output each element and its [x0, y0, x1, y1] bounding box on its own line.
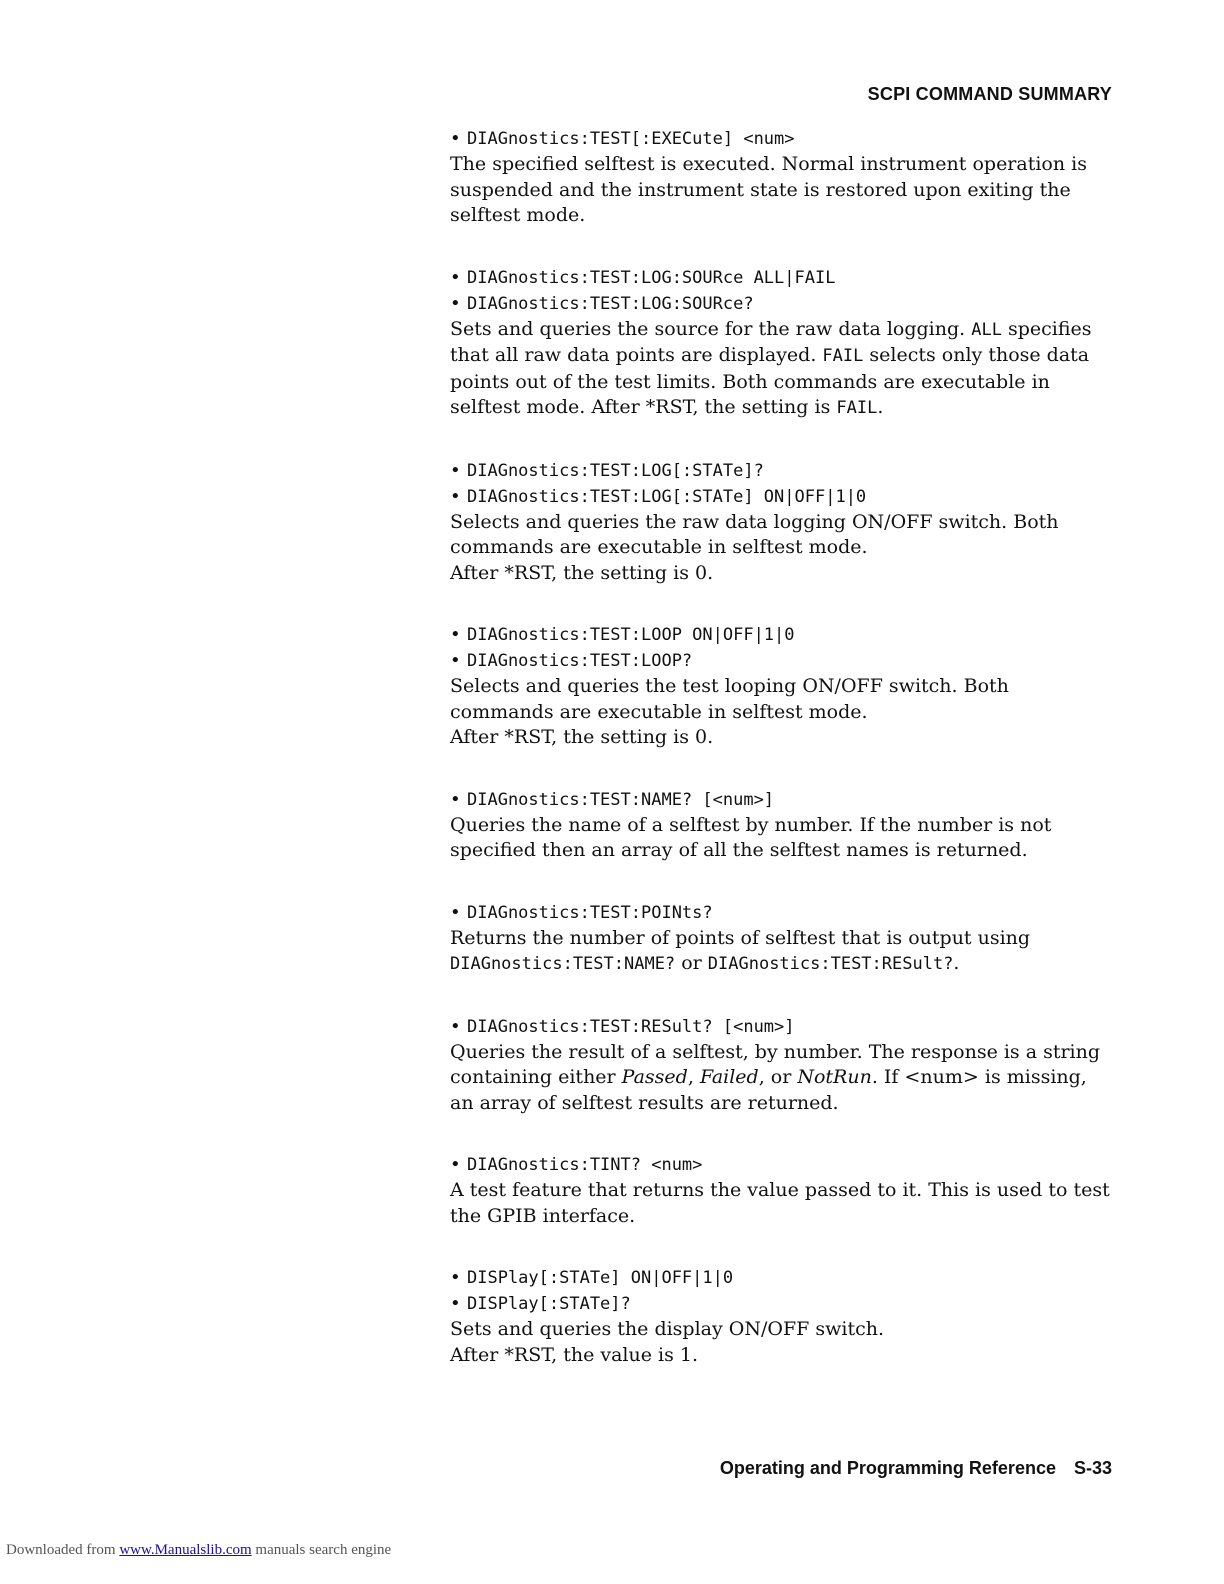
command-line: • DIAGnostics:TEST:LOOP? — [450, 648, 1114, 674]
bullet-icon: • — [450, 485, 461, 507]
command-description: A test feature that returns the value passed to it. This is used to test the GPIB interface. — [450, 1179, 1110, 1227]
download-notice: Downloaded from www.Manualslib.com manuals search engine — [6, 1542, 392, 1558]
command-entry — [450, 787, 1114, 864]
command-description: Queries the result of a selftest, by number. The response is a string containing either Passed, Failed, or NotRun. If <num> is missing, an array of selftest results are returned. — [450, 1040, 1101, 1114]
command-line: • DISPlay[:STATe] ON|OFF|1|0 — [450, 1265, 1114, 1291]
page-number: S-33 — [1073, 1458, 1112, 1478]
command-entry — [450, 1152, 1114, 1229]
command-line: • DIAGnostics:TEST:NAME? [<num>] — [450, 787, 1114, 813]
command-entry — [450, 1014, 1114, 1117]
manualslib-link[interactable]: www.Manualslib.com — [119, 1542, 252, 1558]
bullet-icon: • — [450, 624, 461, 645]
bullet-icon: • — [450, 650, 461, 671]
command-line: • DIAGnostics:TEST:POINts? — [450, 900, 1114, 926]
command-entry — [450, 622, 1114, 751]
bullet-icon: • — [450, 788, 461, 810]
command-entry — [450, 265, 1114, 422]
command-description: The specified selftest is executed. Normal instrument operation is suspended and the instrument state is restored upon exiting the selftest mode. — [450, 153, 1087, 226]
bullet-icon: • — [450, 1015, 461, 1037]
command-line: • DIAGnostics:TEST:LOG[:STATe] ON|OFF|1|0 — [450, 484, 1114, 510]
bullet-icon: • — [450, 1293, 461, 1314]
bullet-icon: • — [450, 292, 461, 314]
bullet-icon: • — [450, 266, 461, 288]
command-line: • DIAGnostics:TEST:LOG[:STATe]? — [450, 458, 1114, 484]
page-header: SCPI COMMAND SUMMARY — [867, 84, 1112, 104]
command-entry — [450, 1265, 1114, 1368]
command-entry — [450, 458, 1114, 587]
bullet-icon: • — [450, 901, 461, 923]
command-description: Queries the name of a selftest by number. If the number is not specified then an array of all the selftest names is returned. — [450, 813, 1052, 861]
bullet-icon: • — [450, 1154, 461, 1175]
command-description: Sets and queries the display ON/OFF switch. After *RST, the value is 1. — [450, 1318, 885, 1366]
footer-section-title: Operating and Programming Reference — [719, 1458, 1056, 1478]
command-line: • DISPlay[:STATe]? — [450, 1291, 1114, 1317]
command-entry — [450, 900, 1114, 978]
command-line: • DIAGnostics:TEST[:EXECute] <num> — [450, 126, 1114, 152]
command-description: Sets and queries the source for the raw data logging. ALL specifies that all raw data points are displayed. FAIL selects only those data points out of the test limits. Both commands are executable in selftest mode. After *RST, the setting is FAIL. — [450, 317, 1092, 418]
command-line: • DIAGnostics:TINT? <num> — [450, 1152, 1114, 1178]
bullet-icon: • — [450, 128, 461, 149]
command-description: Selects and queries the raw data logging ON/OFF switch. Both commands are executable in selftest mode. After *RST, the setting is 0. — [450, 510, 1059, 584]
command-list — [450, 126, 1114, 1404]
command-description: Returns the number of points of selftest that is output using DIAGnostics:TEST:NAME? or DIAGnostics:TEST:RESult?. — [450, 926, 1031, 974]
page-footer — [720, 1458, 1112, 1479]
command-line: • DIAGnostics:TEST:LOOP ON|OFF|1|0 — [450, 622, 1114, 648]
command-description: Selects and queries the test looping ON/OFF switch. Both commands are executable in selftest mode. After *RST, the setting is 0. — [450, 675, 1009, 748]
command-entry — [450, 126, 1114, 229]
command-line: • DIAGnostics:TEST:RESult? [<num>] — [450, 1014, 1114, 1040]
command-line: • DIAGnostics:TEST:LOG:SOURce ALL|FAIL — [450, 265, 1114, 291]
bullet-icon: • — [450, 1267, 461, 1288]
bullet-icon: • — [450, 459, 461, 481]
command-line: • DIAGnostics:TEST:LOG:SOURce? — [450, 291, 1114, 317]
